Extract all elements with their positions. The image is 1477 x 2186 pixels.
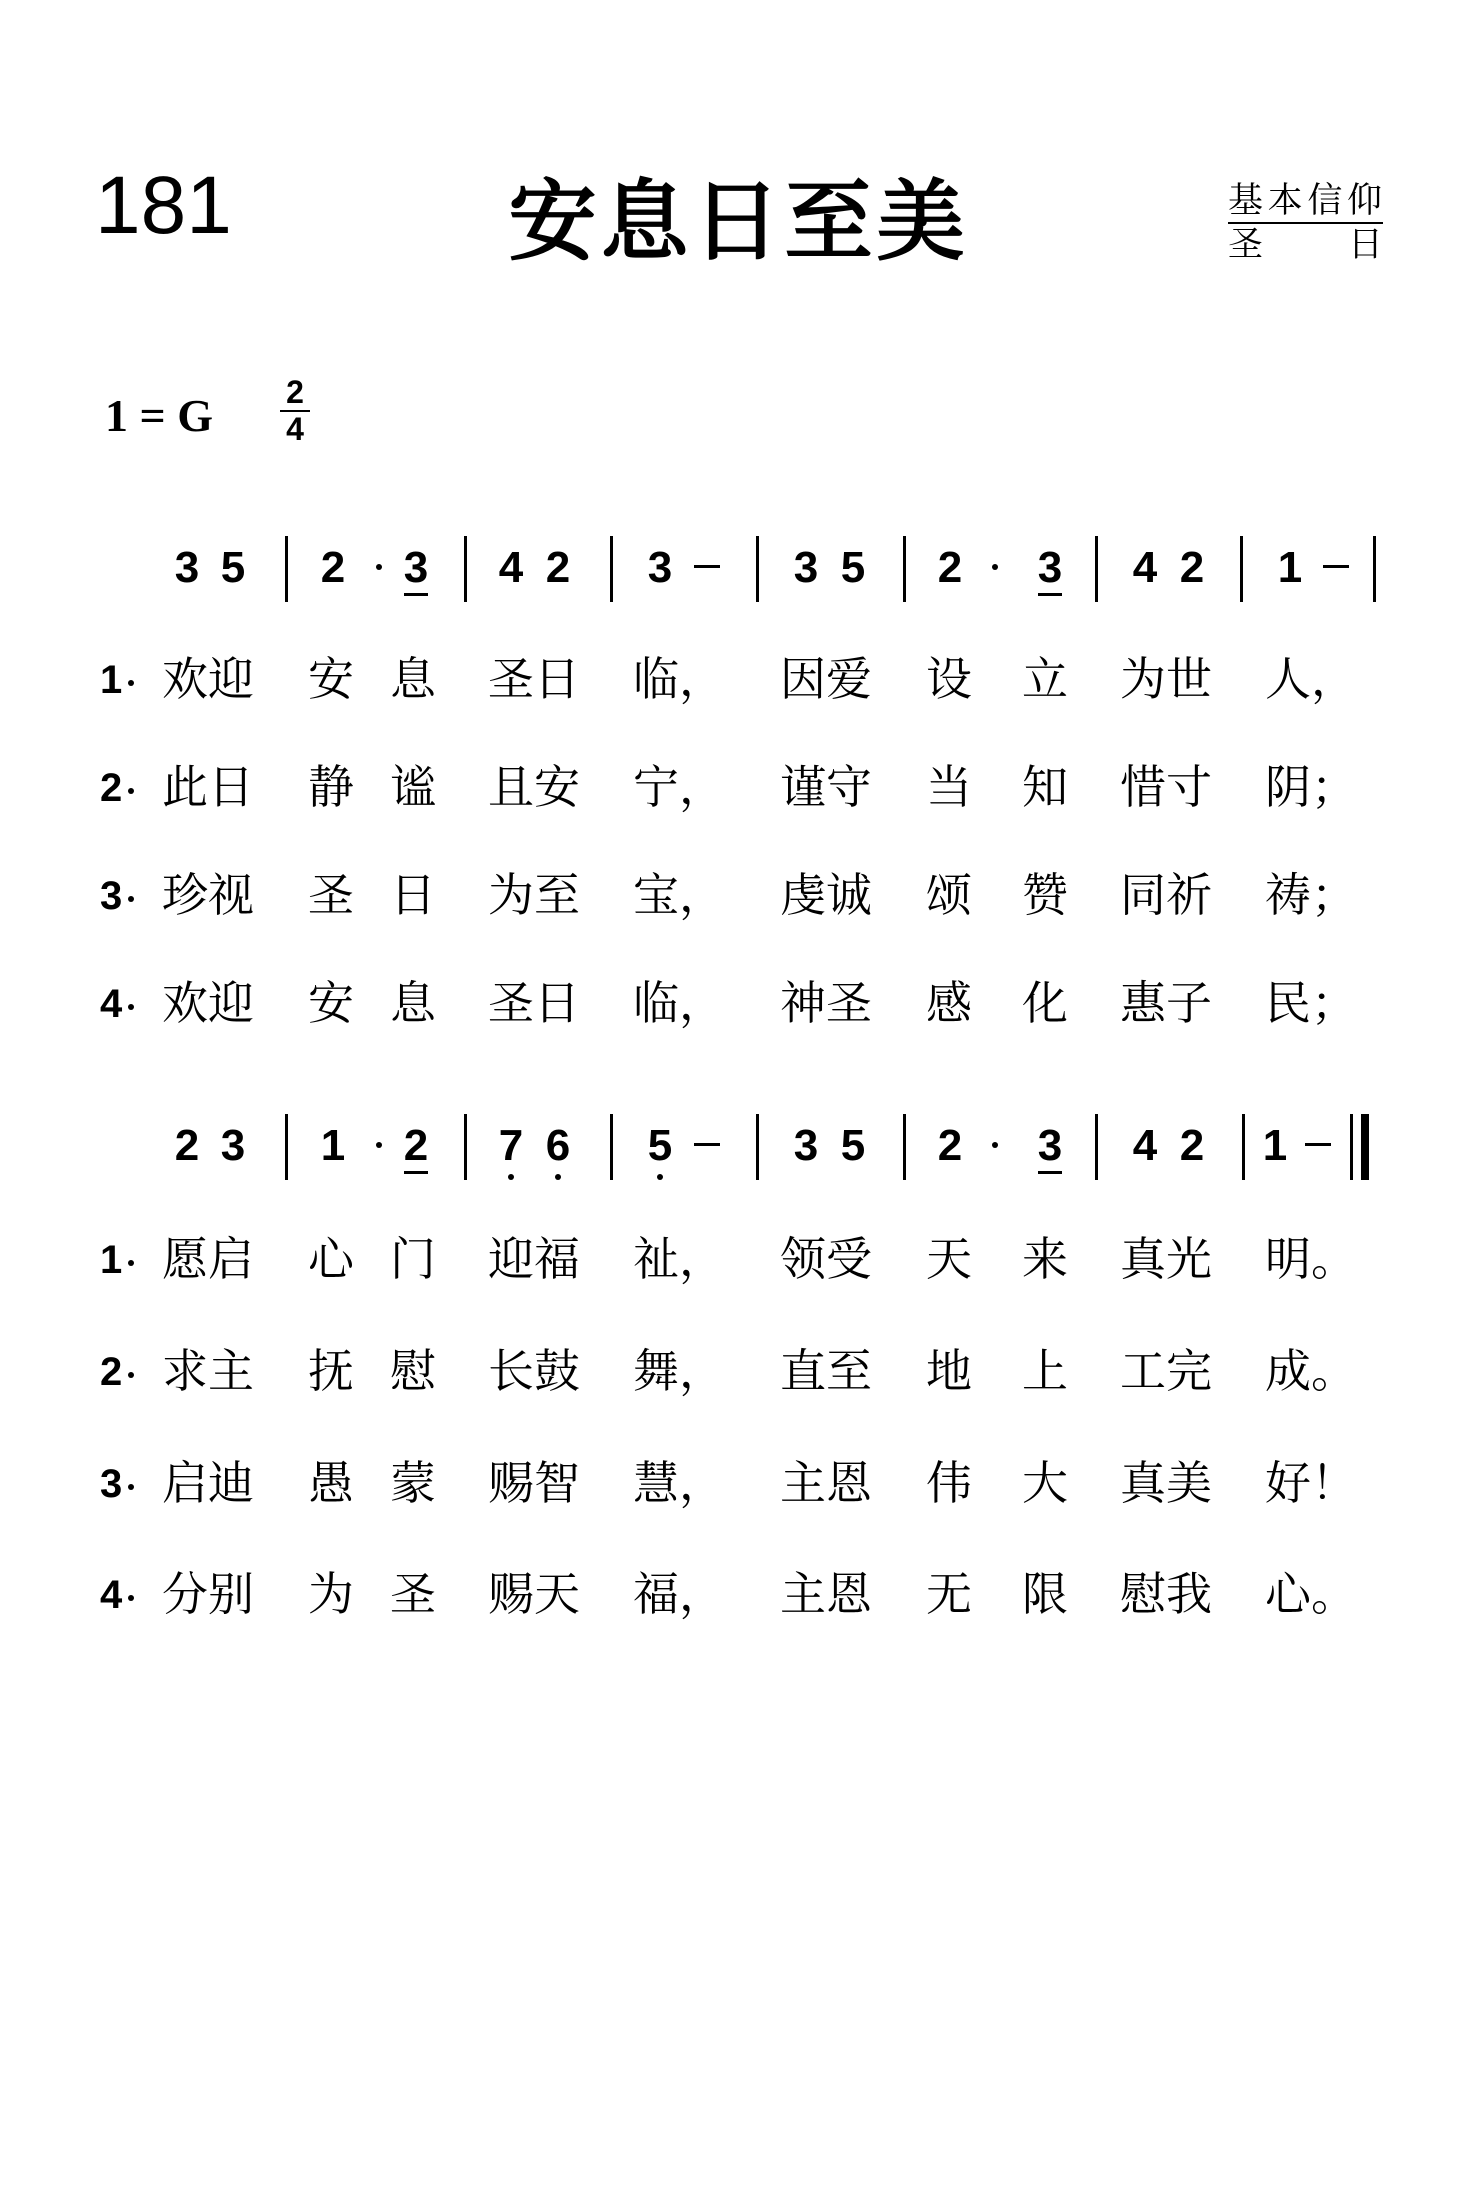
lyric: 感: [926, 976, 972, 1030]
barline: [610, 1114, 613, 1180]
lyric: 长鼓: [488, 1344, 580, 1398]
note: 5: [840, 1121, 866, 1170]
lyric: 心。: [1265, 1567, 1357, 1621]
lyric: 设: [926, 652, 972, 706]
lyric: 领受: [780, 1232, 872, 1286]
lyric: 谧: [390, 760, 436, 814]
lyric: 主恩: [780, 1567, 872, 1621]
time-signature: [280, 376, 310, 445]
lyric: 分别: [162, 1567, 254, 1621]
note: 1: [320, 1121, 346, 1170]
barline: [464, 536, 467, 602]
lyric: 因爱: [780, 652, 872, 706]
lyric: 明。: [1265, 1232, 1357, 1286]
lyric: 阴；: [1265, 760, 1357, 814]
barline: [464, 1114, 467, 1180]
note: 2: [545, 543, 571, 592]
barline: [1242, 1114, 1245, 1180]
barline: [756, 1114, 759, 1180]
lyric: 蒙: [390, 1456, 436, 1510]
category-main: 基本信仰: [1228, 184, 1383, 224]
lyric: 成。: [1265, 1344, 1357, 1398]
barline: [285, 1114, 288, 1180]
lyric: 息: [390, 976, 436, 1030]
barline: [610, 536, 613, 602]
note: 5: [840, 543, 866, 592]
note: 3: [793, 543, 819, 592]
lyric: 真光: [1120, 1232, 1212, 1286]
lyric: 启迪: [162, 1456, 254, 1510]
lyric: 赞: [1022, 868, 1068, 922]
barline: [903, 1114, 906, 1180]
lyric: 限: [1022, 1567, 1068, 1621]
lyric: 求主: [162, 1344, 254, 1398]
lyric: 珍视: [162, 868, 254, 922]
note: 2: [401, 1124, 431, 1168]
note: 2: [1179, 1121, 1205, 1170]
lyric: 同祈: [1120, 868, 1212, 922]
lyric: 愿启: [162, 1232, 254, 1286]
key-signature: 1 = G: [105, 390, 213, 441]
lyric: 圣日: [488, 652, 580, 706]
lyric: 神圣: [780, 976, 872, 1030]
note: 4: [1132, 543, 1158, 592]
lyric: 大: [1022, 1456, 1068, 1510]
lyric: 惠子: [1120, 976, 1212, 1030]
time-signature-bottom: 4: [286, 411, 304, 447]
note: 3: [793, 1121, 819, 1170]
lyric: 真美: [1120, 1456, 1212, 1510]
hymn-title: 安息日至美: [508, 170, 969, 273]
lyric: 安: [308, 976, 354, 1030]
note: 6: [543, 1124, 573, 1168]
lyric: 民；: [1265, 976, 1357, 1030]
lyric: 宝，: [633, 868, 725, 922]
lyric: 伟: [926, 1456, 972, 1510]
barline: [1095, 536, 1098, 602]
lyric: 宁，: [633, 760, 725, 814]
lyric: 静: [308, 760, 354, 814]
augmentation-dot: [376, 1142, 382, 1148]
lyric: 愚: [308, 1456, 354, 1510]
note: 5: [645, 1124, 675, 1168]
lyric: 主恩: [780, 1456, 872, 1510]
verse-number: 1: [100, 1238, 123, 1282]
verse-number: 1: [100, 658, 123, 702]
verse-number: 2: [100, 766, 123, 810]
lyric: 祷；: [1265, 868, 1357, 922]
lyric: 圣: [308, 868, 354, 922]
lyric: 心: [308, 1232, 354, 1286]
lyric: 天: [926, 1232, 972, 1286]
note: 2: [174, 1121, 200, 1170]
lyric: 抚: [308, 1344, 354, 1398]
lyric: 来: [1022, 1232, 1068, 1286]
lyric: 门: [390, 1232, 436, 1286]
lyric: 圣: [390, 1567, 436, 1621]
note: 1: [1277, 543, 1303, 592]
lyric: 迎福: [488, 1232, 580, 1286]
lyric: 直至: [780, 1344, 872, 1398]
time-signature-top: 2: [280, 376, 310, 412]
note: 3: [174, 543, 200, 592]
final-barline-thick: [1361, 1114, 1369, 1180]
note: 4: [498, 543, 524, 592]
augmentation-dot: [376, 564, 382, 570]
extension-dash: [1323, 565, 1349, 568]
category-sub-left: 圣: [1228, 225, 1264, 265]
note: 7: [496, 1124, 526, 1168]
lyric: 人，: [1265, 652, 1357, 706]
verse-number: 2: [100, 1350, 123, 1394]
lyric: 赐天: [488, 1567, 580, 1621]
lyric: 为至: [488, 868, 580, 922]
barline: [1095, 1114, 1098, 1180]
lyric: 工完: [1120, 1344, 1212, 1398]
lyric: 圣日: [488, 976, 580, 1030]
category-sub: [1228, 225, 1383, 265]
hymn-number: 181: [95, 160, 232, 251]
lyric: 谨守: [780, 760, 872, 814]
lyric: 地: [926, 1344, 972, 1398]
lyric: 安: [308, 652, 354, 706]
extension-dash: [694, 1143, 720, 1146]
lyric: 且安: [488, 760, 580, 814]
lyric: 临，: [633, 976, 725, 1030]
extension-dash: [1305, 1143, 1331, 1146]
note: 4: [1132, 1121, 1158, 1170]
category-sub-right: 日: [1347, 225, 1383, 265]
lyric: 立: [1022, 652, 1068, 706]
lyric: 福，: [633, 1567, 725, 1621]
barline: [1240, 536, 1243, 602]
augmentation-dot: [992, 1142, 998, 1148]
lyric: 祉，: [633, 1232, 725, 1286]
lyric: 化: [1022, 976, 1068, 1030]
barline: [1373, 536, 1376, 602]
lyric: 上: [1022, 1344, 1068, 1398]
final-barline-thin: [1350, 1114, 1353, 1180]
note: 3: [1035, 546, 1065, 590]
note: 2: [937, 543, 963, 592]
lyric: 惜寸: [1120, 760, 1212, 814]
barline: [285, 536, 288, 602]
lyric: 慧，: [633, 1456, 725, 1510]
lyric: 好！: [1265, 1456, 1357, 1510]
lyric: 欢迎: [162, 976, 254, 1030]
verse-number: 4: [100, 1573, 123, 1617]
lyric: 此日: [162, 760, 254, 814]
note: 3: [220, 1121, 246, 1170]
lyric: 赐智: [488, 1456, 580, 1510]
barline: [903, 536, 906, 602]
lyric: 当: [926, 760, 972, 814]
verse-number: 3: [100, 1462, 123, 1506]
note: 3: [647, 543, 673, 592]
verse-number: 4: [100, 982, 123, 1026]
lyric: 为: [308, 1567, 354, 1621]
lyric: 为世: [1120, 652, 1212, 706]
note: 1: [1262, 1121, 1288, 1170]
lyric: 日: [390, 868, 436, 922]
note: 2: [320, 543, 346, 592]
note: 3: [401, 546, 431, 590]
lyric: 欢迎: [162, 652, 254, 706]
lyric: 知: [1022, 760, 1068, 814]
note: 2: [1179, 543, 1205, 592]
lyric: 慰我: [1120, 1567, 1212, 1621]
lyric: 颂: [926, 868, 972, 922]
extension-dash: [694, 565, 720, 568]
augmentation-dot: [992, 564, 998, 570]
barline: [756, 536, 759, 602]
lyric: 慰: [390, 1344, 436, 1398]
lyric: 息: [390, 652, 436, 706]
note: 2: [937, 1121, 963, 1170]
lyric: 无: [926, 1567, 972, 1621]
note: 5: [220, 543, 246, 592]
lyric: 虔诚: [780, 868, 872, 922]
lyric: 临，: [633, 652, 725, 706]
verse-number: 3: [100, 874, 123, 918]
lyric: 舞，: [633, 1344, 725, 1398]
note: 3: [1035, 1124, 1065, 1168]
